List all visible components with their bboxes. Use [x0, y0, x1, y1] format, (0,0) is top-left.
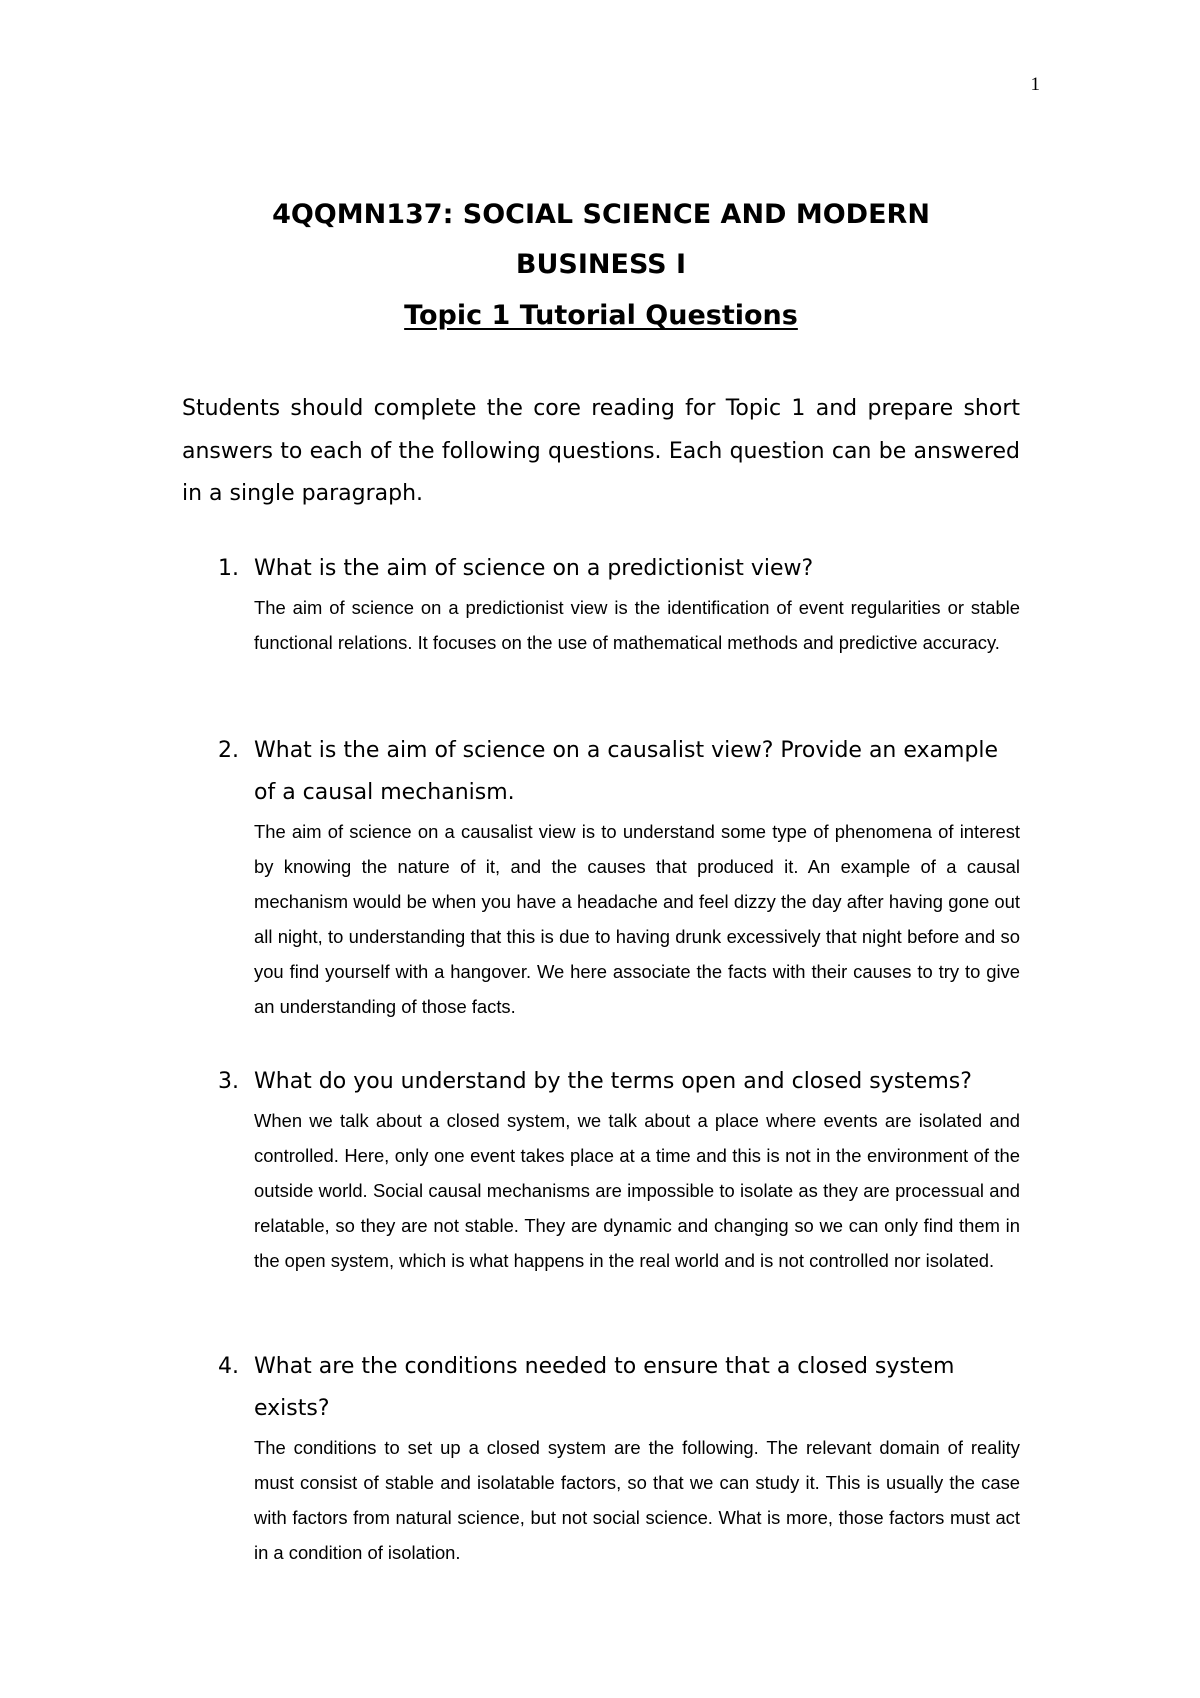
question-number: 2. — [218, 738, 239, 763]
question-text: What do you understand by the terms open and closed systems? — [254, 1069, 972, 1094]
question-number: 3. — [218, 1069, 239, 1094]
question-block-2 — [182, 730, 1020, 1024]
question-text: What is the aim of science on a predictionist view? — [254, 556, 814, 581]
question-2 — [182, 730, 1020, 814]
question-text: What are the conditions needed to ensure that a closed system exists? — [254, 1354, 955, 1421]
question-block-4 — [182, 1346, 1020, 1570]
question-1 — [182, 548, 1020, 590]
answer-1: The aim of science on a predictionist view is the identification of event regularities or stable functional relations. It focuses on the use of mathematical methods and predictive accuracy. — [254, 597, 1020, 653]
question-number: 1. — [218, 556, 239, 581]
page-number: 1 — [1030, 74, 1040, 95]
title-line-1: 4QQMN137: SOCIAL SCIENCE AND MODERN — [272, 199, 930, 230]
answer-2: The aim of science on a causalist view is to understand some type of phenomena of interest by knowing the nature of it, and the causes that produced it. An example of a causal mechanism would be when you have a headache and feel dizzy the day after having gone out all night, to understanding that this is due to having drunk excessively that night before and so you find yourself with a hangover. We here associate the facts with their causes to try to give an understanding of those facts. — [254, 821, 1020, 1017]
question-block-3 — [182, 1061, 1020, 1278]
question-text: What is the aim of science on a causalist view? Provide an example of a causal mechanism. — [254, 738, 999, 805]
document-subtitle: Topic 1 Tutorial Questions — [404, 300, 798, 331]
answer-4: The conditions to set up a closed system are the following. The relevant domain of reality must consist of stable and isolatable factors, so that we can study it. This is usually the case with factors from natural science, but not social science. What is more, those factors must act in a condition of isolation. — [254, 1437, 1020, 1563]
document-title — [182, 190, 1020, 342]
question-block-1 — [182, 548, 1020, 660]
title-line-2: BUSINESS I — [515, 249, 687, 280]
answer-3: When we talk about a closed system, we talk about a place where events are isolated and controlled. Here, only one event takes place at a time and this is not in the environment of the outside world. Social causal mechanisms are impossible to isolate as they are processual and relatable, so they are not stable. They are dynamic and changing so we can only find them in the open system, which is what happens in the real world and is not controlled nor isolated. — [254, 1110, 1020, 1271]
question-4 — [182, 1346, 1020, 1430]
intro-paragraph: Students should complete the core reading for Topic 1 and prepare short answers to each of the following questions. Each question can be answered in a single paragraph. — [182, 396, 1020, 506]
question-number: 4. — [218, 1354, 239, 1379]
question-3 — [182, 1061, 1020, 1103]
